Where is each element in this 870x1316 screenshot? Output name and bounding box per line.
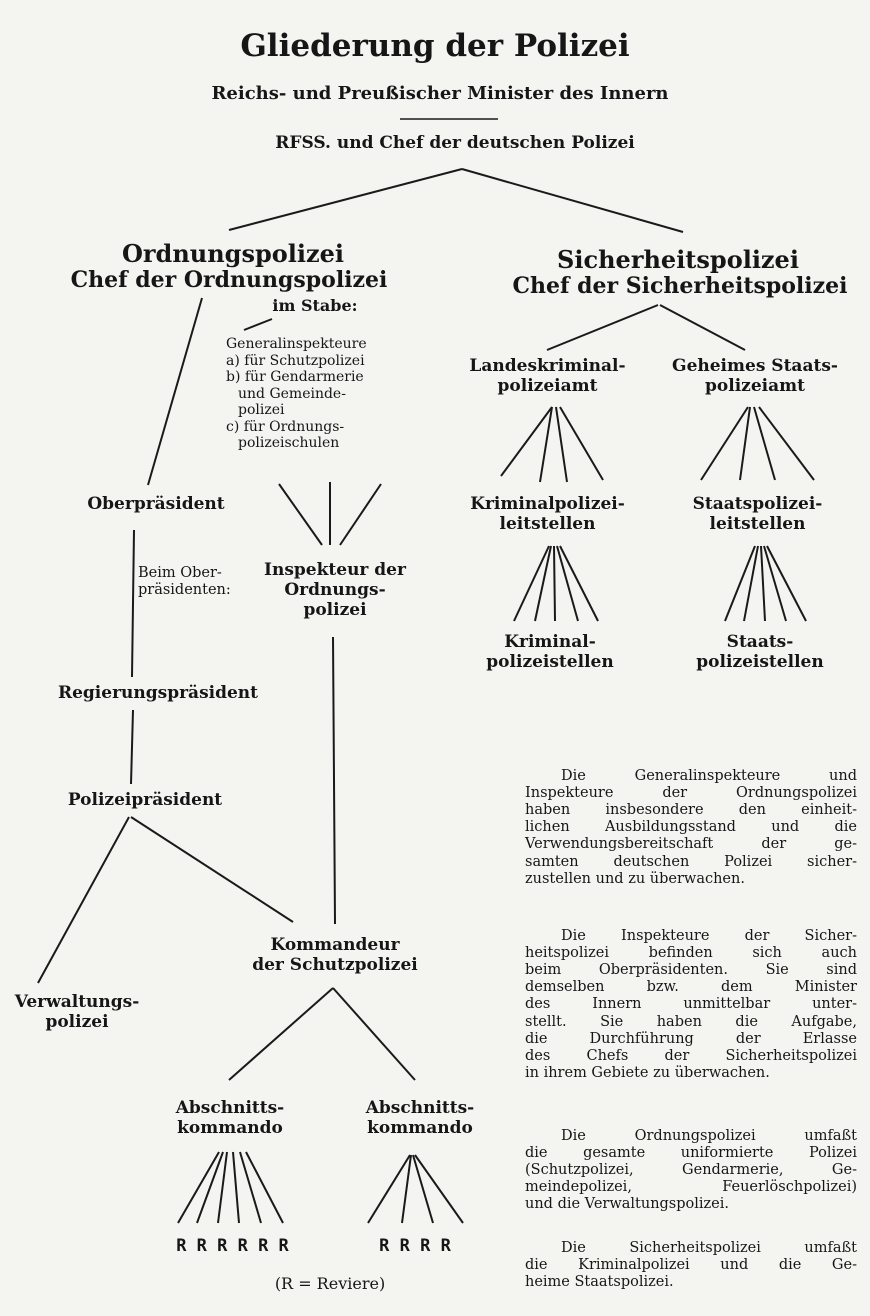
inspectors-b: b) für Gendarmerie bbox=[226, 369, 364, 386]
polizeipraesident-node: Polizeipräsident bbox=[67, 790, 223, 810]
orpo-staff-label: im Stabe: bbox=[272, 296, 358, 315]
general-inspectors-list bbox=[226, 336, 426, 452]
oberpraesident-node: Oberpräsident bbox=[87, 494, 225, 514]
inspectors-b-cont2: polizei bbox=[238, 402, 285, 419]
stapostellen-node bbox=[680, 632, 840, 672]
gestapa-line-2: polizeiamt bbox=[705, 376, 805, 397]
page-title: Gliederung der Polizei bbox=[240, 28, 630, 64]
kripoleitstellen-node bbox=[455, 494, 640, 534]
abschnitt-left-line-1: Abschnitts- bbox=[175, 1098, 285, 1118]
note-sipo-inspectors: Die Inspekteure der Sicher- heitspolizei befinden sich auch beim Oberpräsidenten. Sie sind demselben bzw. dem Minister des Innern unmittelbar unter- stellt. Sie haben die Aufgabe, die Durchführung der Erlasse des Chefs der Sicherheitspolizei in ihrem Gebiete zu überwachen. bbox=[525, 928, 857, 1081]
kommandeur-node bbox=[235, 935, 435, 975]
inspectors-c-cont: polizeischulen bbox=[238, 435, 340, 452]
orpo-chief-heading: Chef der Ordnungspolizei bbox=[70, 267, 388, 293]
kpl-line-1: Kriminalpolizei- bbox=[470, 494, 625, 514]
inspekteur-line-2: Ordnungs- bbox=[284, 580, 386, 601]
beim-oberpraesidenten-label bbox=[138, 565, 258, 599]
abschnitt-right-line-2: kommando bbox=[367, 1118, 473, 1139]
inspectors-a: a) für Schutzpolizei bbox=[226, 352, 365, 369]
police-chief-label: RFSS. und Chef der deutschen Polizei bbox=[275, 133, 635, 153]
stps-line-1: Staats- bbox=[726, 632, 794, 652]
note-general-inspectors: Die Generalinspekteure und Inspekteure der Ordnungspolizei haben insbesondere den einheit- lichen Ausbildungsstand und die Verwendungsbereitschaft der ge- samten deutschen Polizei sicher- zustellen und zu überwachen. bbox=[525, 768, 857, 887]
regierungspraesident-node: Regierungspräsident bbox=[57, 683, 259, 703]
reviere-right: R R R R bbox=[379, 1236, 451, 1256]
lka-line-2: polizeiamt bbox=[497, 376, 598, 397]
abschnittskommando-left bbox=[160, 1098, 300, 1138]
kripostellen-node bbox=[470, 632, 630, 672]
reviere-legend: (R = Reviere) bbox=[274, 1274, 386, 1293]
kommandeur-line-1: Kommandeur bbox=[270, 935, 400, 955]
landeskriminalpolizeiamt-node bbox=[455, 356, 640, 396]
kps-line-2: polizeistellen bbox=[486, 652, 614, 673]
ministry-label: Reichs- und Preußischer Minister des Innern bbox=[211, 83, 669, 104]
inspekteur-orpo-node bbox=[250, 560, 420, 620]
gestapa-line-1: Geheimes Staats- bbox=[672, 356, 838, 376]
verwaltung-line-1: Verwaltungs- bbox=[14, 992, 140, 1012]
stapol-line-1: Staatspolizei- bbox=[692, 494, 823, 514]
verwaltungspolizei-node bbox=[2, 992, 152, 1032]
inspekteur-line-3: polizei bbox=[303, 600, 367, 621]
inspectors-b-cont: und Gemeinde- bbox=[238, 385, 346, 402]
note-sipo-scope: Die Sicherheitspolizei umfaßt die Kriminalpolizei und die Ge- heime Staatspolizei. bbox=[525, 1240, 857, 1291]
verwaltung-line-2: polizei bbox=[45, 1012, 109, 1033]
note-orpo-scope: Die Ordnungspolizei umfaßt die gesamte uniformierte Polizei (Schutzpolizei, Gendarmerie, Ge- meindepolizei, Feuerlöschpolizei) und die Verwaltungspolizei. bbox=[525, 1128, 857, 1213]
inspekteur-line-1: Inspekteur der bbox=[264, 560, 406, 580]
stapol-line-2: leitstellen bbox=[709, 514, 806, 535]
kpl-line-2: leitstellen bbox=[499, 514, 596, 535]
abschnittskommando-right bbox=[350, 1098, 490, 1138]
inspectors-c: c) für Ordnungs- bbox=[226, 418, 345, 435]
inspectors-heading: Generalinspekteure bbox=[226, 336, 367, 352]
kommandeur-line-2: der Schutzpolizei bbox=[252, 955, 418, 976]
beim-line-1: Beim Ober- bbox=[138, 565, 222, 581]
sipo-heading: Sicherheitspolizei bbox=[557, 245, 799, 274]
gestapa-node bbox=[650, 356, 860, 396]
abschnitt-left-line-2: kommando bbox=[177, 1118, 283, 1139]
kps-line-1: Kriminal- bbox=[504, 632, 596, 652]
reviere-left: R R R R R R bbox=[176, 1236, 289, 1256]
abschnitt-right-line-1: Abschnitts- bbox=[365, 1098, 475, 1118]
beim-line-2: präsidenten: bbox=[138, 582, 231, 599]
orpo-heading: Ordnungspolizei bbox=[121, 239, 344, 268]
sipo-chief-heading: Chef der Sicherheitspolizei bbox=[512, 273, 848, 299]
lka-line-1: Landeskriminal- bbox=[469, 356, 626, 376]
stps-line-2: polizeistellen bbox=[696, 652, 824, 673]
stapoleitstellen-node bbox=[665, 494, 850, 534]
